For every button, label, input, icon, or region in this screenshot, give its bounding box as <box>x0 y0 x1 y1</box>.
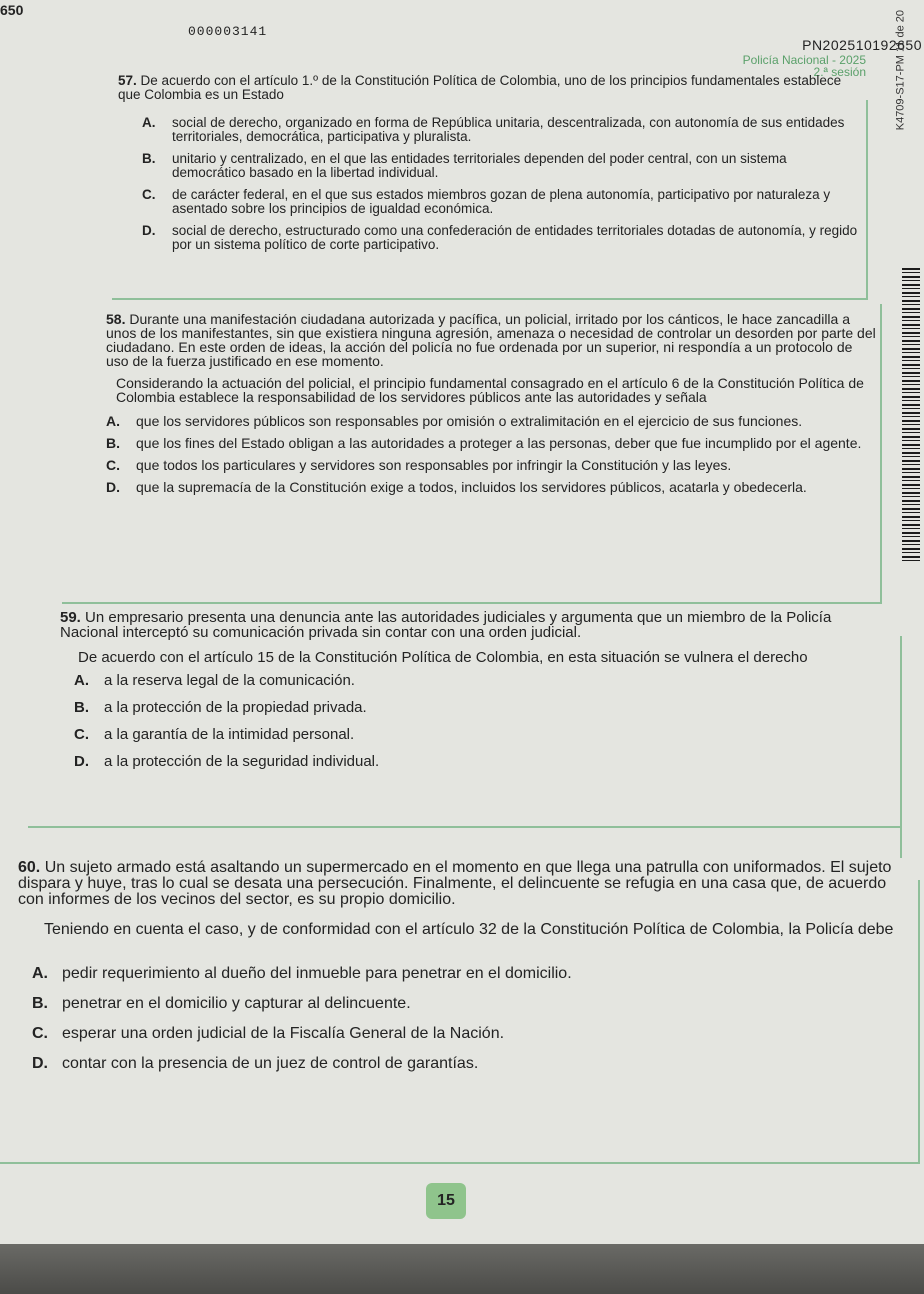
question-stem <box>18 860 900 908</box>
option-d[interactable] <box>106 480 876 494</box>
pin-code: PN202510192650 <box>802 37 922 53</box>
divider-line <box>28 826 900 828</box>
option-text: penetrar en el domicilio y capturar al delincuente. <box>62 995 411 1012</box>
option-text: a la reserva legal de la comunicación. <box>104 672 355 689</box>
question-context: Considerando la actuación del policial, el principio fundamental consagrado en el artículo 6 de la Constitución Política de Colombia establece la responsabilidad de los servidores públicos ante las autoridades y señala <box>116 375 864 405</box>
option-d[interactable] <box>74 754 880 769</box>
option-letter: A. <box>32 965 48 982</box>
option-text: social de derecho, estructurado como una confederación de entidades territoriales dotadas de autonomía, y regido por un sistema político de corte participativo. <box>172 223 858 252</box>
option-letter: D. <box>142 223 156 238</box>
option-letter: B. <box>142 151 156 166</box>
option-letter: D. <box>74 753 89 770</box>
question-number: 57. <box>118 73 137 88</box>
option-c[interactable] <box>74 727 880 742</box>
option-b[interactable] <box>32 996 900 1012</box>
question-number: 58. <box>106 311 126 327</box>
divider-line <box>918 880 920 1164</box>
question-stem <box>60 610 880 640</box>
option-text: que los servidores públicos son responsables por omisión o extralimitación en el ejercicio de sus funciones. <box>136 413 803 429</box>
barcode <box>902 268 920 564</box>
question-context: Teniendo en cuenta el caso, y de conformidad con el artículo 32 de la Constitución Política de Colombia, la Policía debe <box>44 921 894 938</box>
option-b[interactable] <box>74 700 880 715</box>
option-a[interactable] <box>142 116 858 144</box>
question-text: De acuerdo con el artículo 1.º de la Constitución Política de Colombia, uno de los principios fundamentales establece que Colombia es un Estado <box>118 73 842 102</box>
option-text: a la garantía de la intimidad personal. <box>104 726 355 743</box>
option-text: de carácter federal, en el que sus estados miembros gozan de plena autonomía, participativo por naturaleza y asentado sobre los principios de igualdad económica. <box>172 187 831 216</box>
option-d[interactable] <box>142 224 858 252</box>
question-context: De acuerdo con el artículo 15 de la Constitución Política de Colombia, en esta situación se vulnera el derecho <box>78 649 808 666</box>
option-d[interactable] <box>32 1056 900 1072</box>
divider-line <box>900 636 902 858</box>
booklet-code: 000003141 <box>188 24 268 39</box>
option-letter: C. <box>32 1025 48 1042</box>
option-letter: C. <box>142 187 156 202</box>
option-text: que los fines del Estado obligan a las autoridades a proteger a las personas, deber que fue incumplido por el agente. <box>136 435 862 451</box>
option-c[interactable] <box>106 458 876 472</box>
option-b[interactable] <box>106 436 876 450</box>
option-a[interactable] <box>106 414 876 428</box>
divider-line <box>112 298 868 300</box>
option-text: que la supremacía de la Constitución exige a todos, incluidos los servidores públicos, acatarla y obedecerla. <box>136 479 807 495</box>
divider-line <box>866 100 868 300</box>
question-57 <box>118 74 858 252</box>
option-text: a la protección de la propiedad privada. <box>104 699 367 716</box>
corner-number: 650 <box>0 2 24 18</box>
page-number: 15 <box>426 1183 466 1219</box>
option-letter: A. <box>74 672 89 689</box>
option-b[interactable] <box>142 152 858 180</box>
option-letter: A. <box>106 413 120 429</box>
option-letter: B. <box>32 995 48 1012</box>
question-text: Un empresario presenta una denuncia ante las autoridades judiciales y argumenta que un miembro de la Policía Nacional interceptó su comunicación privada sin contar con una orden judicial. <box>60 609 832 641</box>
question-59 <box>60 610 880 769</box>
option-c[interactable] <box>32 1026 900 1042</box>
option-text: que todos los particulares y servidores son responsables por infringir la Constitución y las leyes. <box>136 457 732 473</box>
option-letter: D. <box>32 1055 48 1072</box>
option-a[interactable] <box>74 673 880 688</box>
option-letter: C. <box>74 726 89 743</box>
question-60 <box>18 860 900 1072</box>
option-c[interactable] <box>142 188 858 216</box>
option-text: a la protección de la seguridad individual. <box>104 753 380 770</box>
session-label: 2.ª sesión <box>813 65 866 79</box>
table-surface <box>0 1244 924 1294</box>
option-letter: B. <box>74 699 89 716</box>
option-letter: B. <box>106 435 120 451</box>
divider-line <box>0 1162 920 1164</box>
question-number: 60. <box>18 859 41 876</box>
question-58 <box>106 312 876 494</box>
option-text: pedir requerimiento al dueño del inmueble para penetrar en el domicilio. <box>62 965 572 982</box>
option-letter: D. <box>106 479 120 495</box>
question-stem <box>106 312 876 368</box>
divider-line <box>62 602 882 604</box>
option-letter: A. <box>142 115 156 130</box>
divider-line <box>880 304 882 604</box>
question-number: 59. <box>60 609 81 626</box>
option-a[interactable] <box>32 966 900 982</box>
question-text: Un sujeto armado está asaltando un supermercado en el momento en que llega una patrulla con uniformados. El sujeto dispara y huye, tras lo cual se desata una persecución. Finalmente, el delincuente se refugia en una casa que, de acuerdo con informes de los vecinos del sector, es su propio domicilio. <box>18 859 892 908</box>
side-code: K4709-S17-PM 11 de 20 <box>894 10 906 131</box>
option-text: contar con la presencia de un juez de control de garantías. <box>62 1055 479 1072</box>
option-text: unitario y centralizado, en el que las entidades territoriales dependen del poder central, con un sistema democrático basado en la libertad individual. <box>172 151 787 180</box>
question-text: Durante una manifestación ciudadana autorizada y pacífica, un policial, irritado por los cánticos, le hace zancadilla a unos de los manifestantes, sin que existiera ninguna agresión, amenaza o necesidad de controlar un desorden por parte del ciudadano. En este orden de ideas, la acción del policía no fue ordenada por un superior, ni respondía a un protocolo de uso de la fuerza justificado en ese momento. <box>106 311 876 369</box>
question-stem <box>118 74 858 102</box>
option-letter: C. <box>106 457 120 473</box>
option-text: esperar una orden judicial de la Fiscalía General de la Nación. <box>62 1025 505 1042</box>
institution-name: Policía Nacional - 2025 <box>742 53 866 67</box>
option-text: social de derecho, organizado en forma de República unitaria, descentralizada, con autonomía de sus entidades territoriales, democrática, participativa y pluralista. <box>172 115 845 144</box>
